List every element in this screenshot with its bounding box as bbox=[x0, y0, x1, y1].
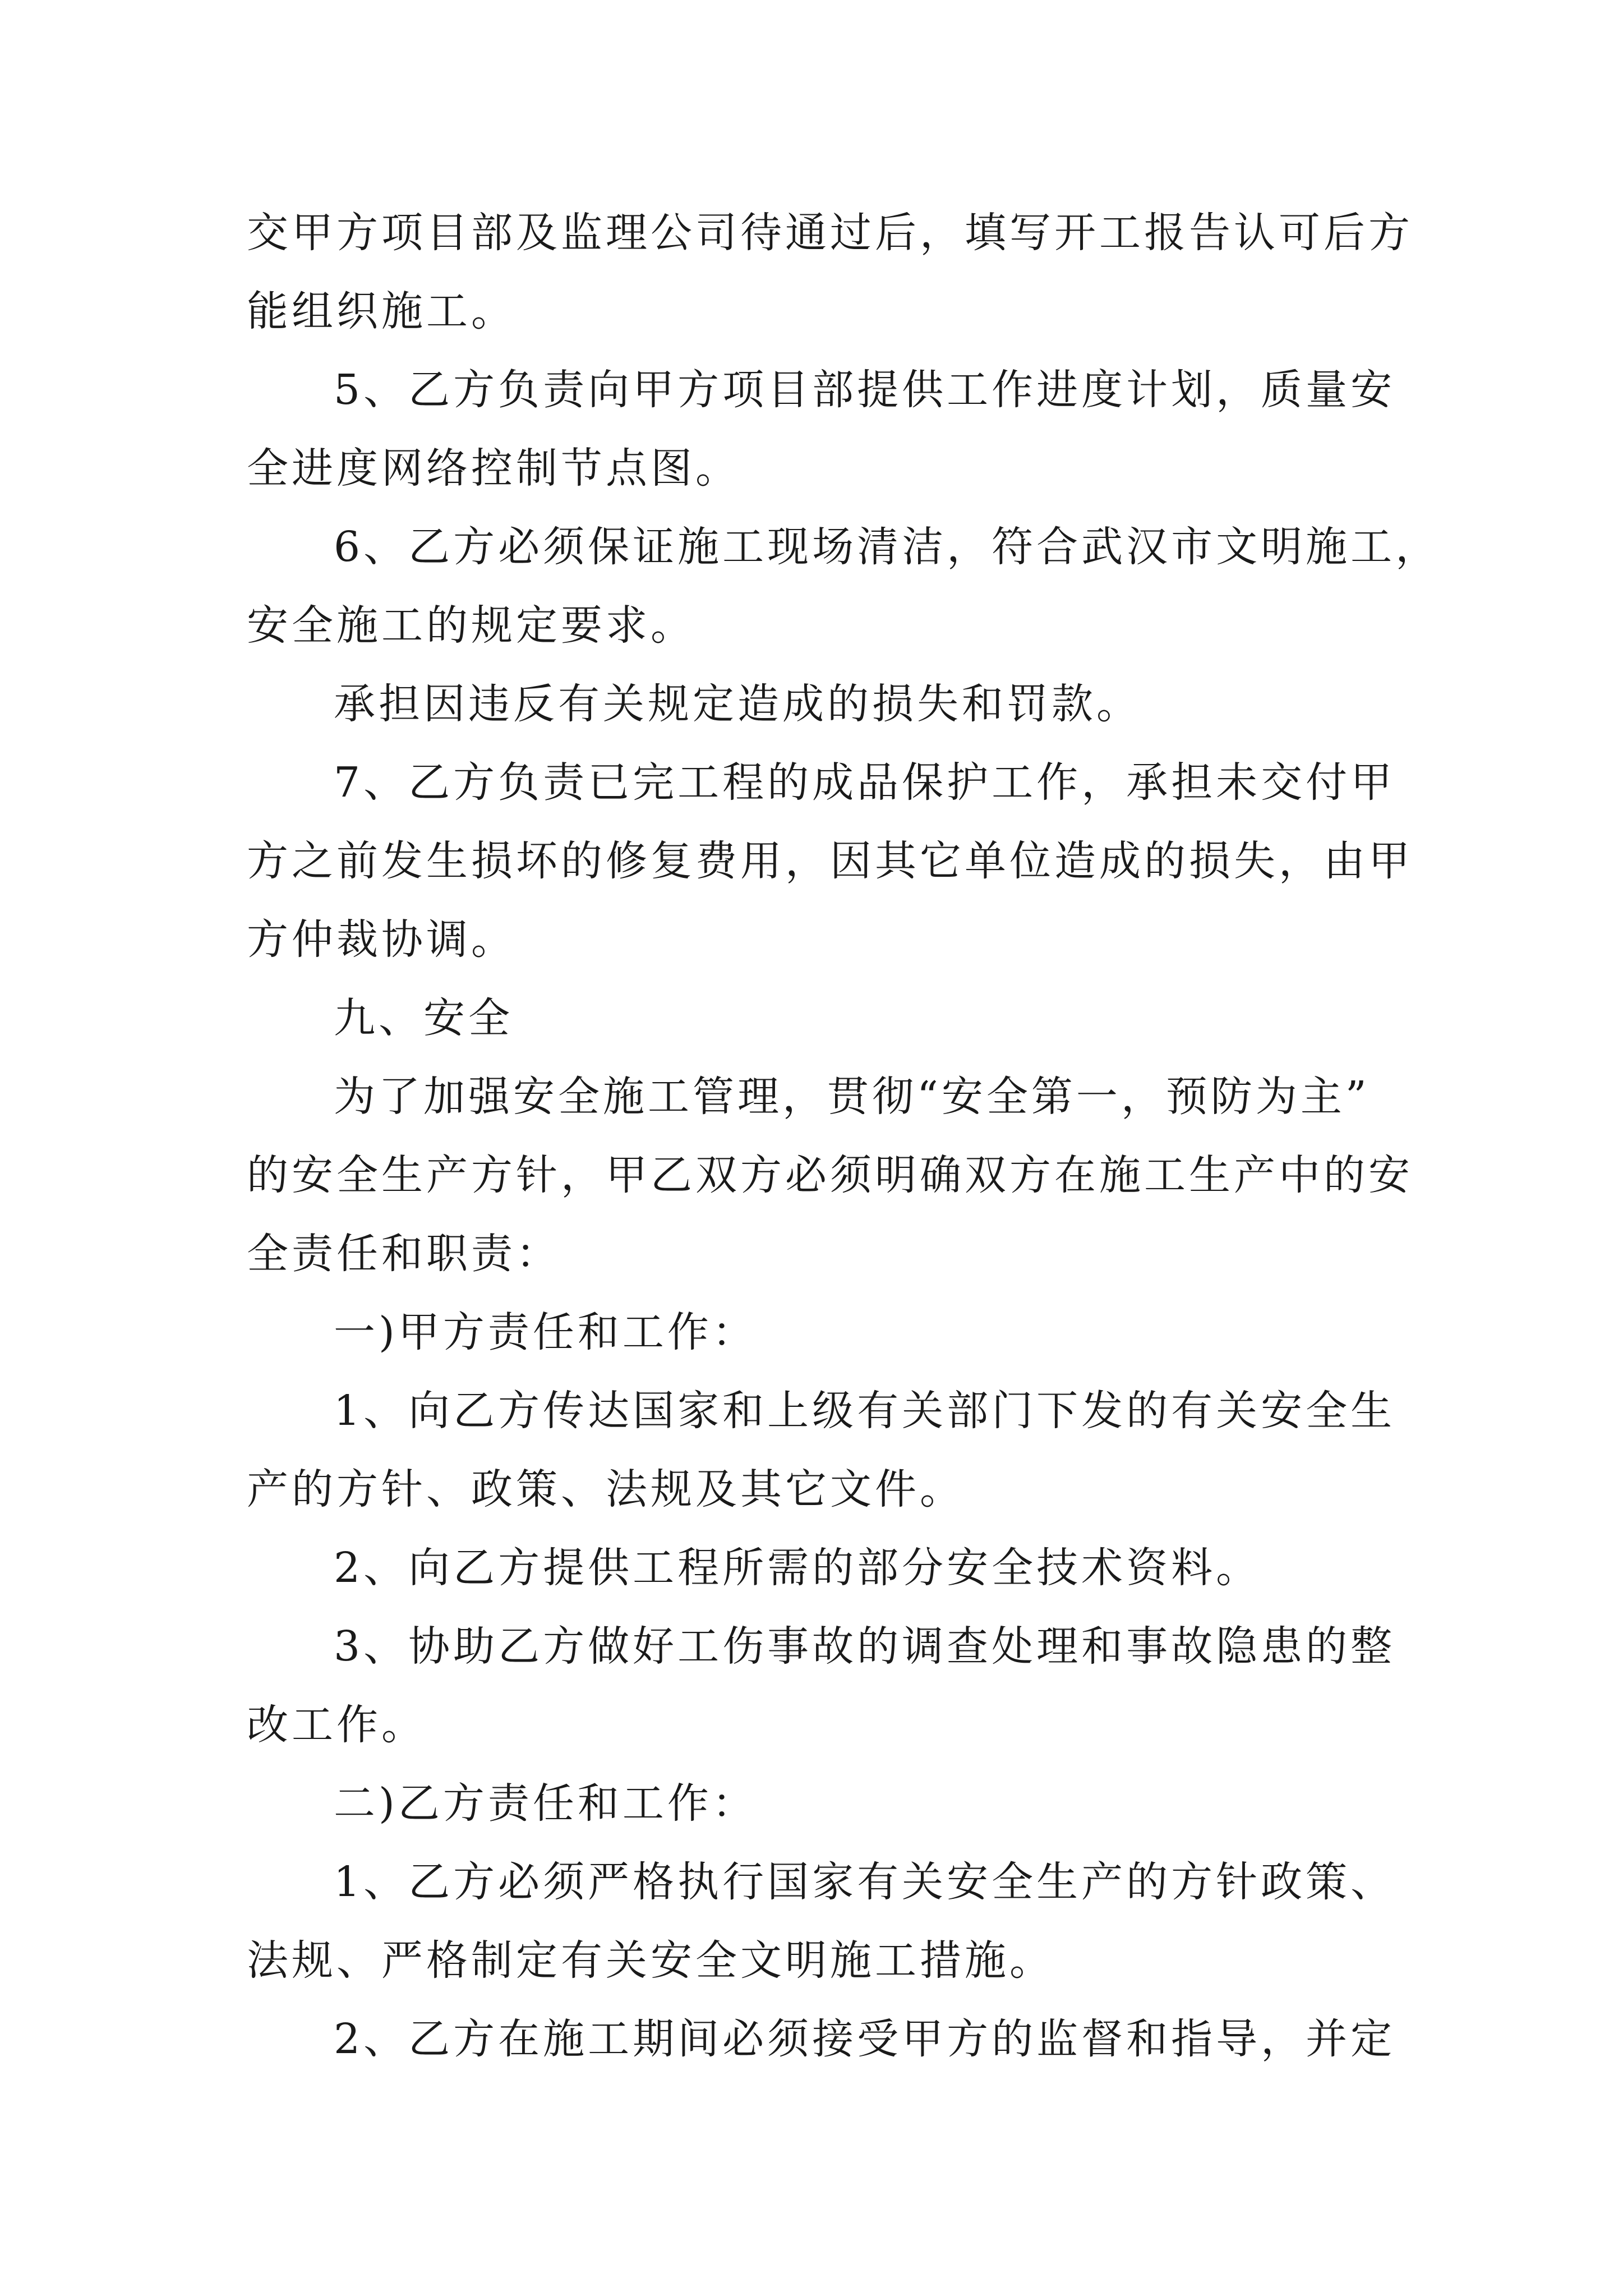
text-line: 1、乙方必须严格执行国家有关安全生产的方针政策、 bbox=[334, 1858, 1396, 1906]
text-line: 全责任和职责： bbox=[247, 1230, 561, 1278]
text-line: 方之前发生损坏的修复费用，因其它单位造成的损失，由甲 bbox=[247, 837, 1413, 885]
text-line: 为了加强安全施工管理，贯彻“安全第一，预防为主” bbox=[334, 1073, 1370, 1121]
text-line: 2、向乙方提供工程所需的部分安全技术资料。 bbox=[334, 1544, 1261, 1592]
text-line: 1、向乙方传达国家和上级有关部门下发的有关安全生 bbox=[334, 1387, 1396, 1435]
text-line: 产的方针、政策、法规及其它文件。 bbox=[247, 1465, 965, 1513]
section-heading: 九、安全 bbox=[334, 994, 513, 1042]
text-line: 改工作。 bbox=[247, 1701, 426, 1749]
text-line: 安全施工的规定要求。 bbox=[247, 601, 695, 650]
text-line: 2、乙方在施工期间必须接受甲方的监督和指导，并定 bbox=[334, 2015, 1396, 2063]
text-line: 法规、严格制定有关安全文明施工措施。 bbox=[247, 1936, 1054, 1985]
text-line: 交甲方项目部及监理公司待通过后，填写开工报告认可后方 bbox=[247, 209, 1413, 257]
text-line: 能组织施工。 bbox=[247, 287, 516, 335]
text-line: 承担因违反有关规定造成的损失和罚款。 bbox=[334, 680, 1141, 728]
text-line: 3、协助乙方做好工伤事故的调查处理和事故隐患的整 bbox=[334, 1622, 1396, 1671]
text-line: 6、乙方必须保证施工现场清洁，符合武汉市文明施工， bbox=[334, 523, 1441, 571]
text-line: 5、乙方负责向甲方项目部提供工作进度计划，质量安 bbox=[334, 366, 1396, 414]
text-line: 7、乙方负责已完工程的成品保护工作，承担未交付甲 bbox=[334, 758, 1396, 807]
text-line: 的安全生产方针，甲乙双方必须明确双方在施工生产中的安 bbox=[247, 1151, 1413, 1199]
subsection-heading: 二)乙方责任和工作： bbox=[334, 1779, 757, 1828]
subsection-heading: 一)甲方责任和工作： bbox=[334, 1308, 757, 1356]
text-line: 全进度网络控制节点图。 bbox=[247, 444, 740, 493]
text-line: 方仲裁协调。 bbox=[247, 915, 516, 964]
